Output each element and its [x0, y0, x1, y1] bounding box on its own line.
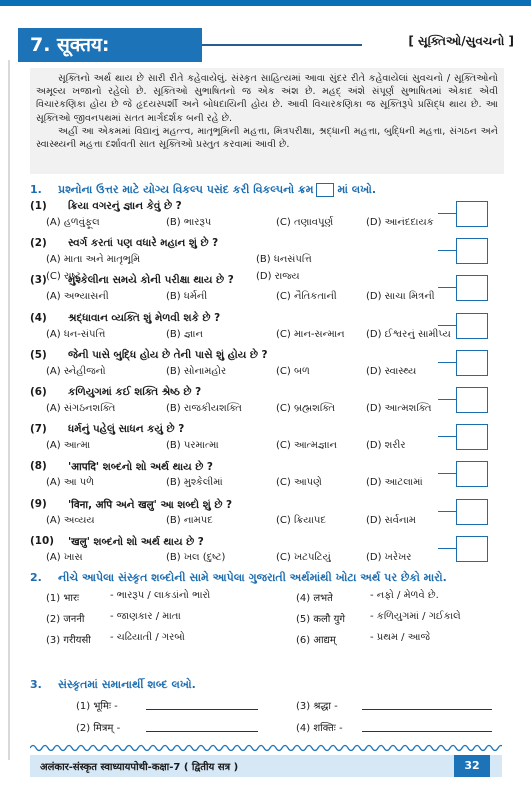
answer-box[interactable] [456, 201, 488, 227]
option-d[interactable]: (D) સ્વાસ્થ્ય [366, 365, 417, 377]
option-b[interactable]: (B) ભારરૂપ [166, 217, 212, 228]
question-number: (8) [30, 460, 47, 473]
option-c[interactable]: (C) રાષ્ટ્ર [46, 271, 81, 283]
question-number: (2) [30, 237, 47, 250]
question-text: જેની પાસે બુદ્ધિ હોય છે તેની પાસે શું હોય છે ? [68, 348, 268, 361]
option-d[interactable]: (D) આત્મશક્તિ [366, 403, 432, 414]
synonym-prompt: (1) भूमिः - [76, 701, 118, 712]
option-a[interactable]: (A) આત્મા [46, 440, 91, 452]
word-meaning-l: (3) गरीयसी [46, 635, 91, 646]
option-a[interactable]: (A) સ્નેહીજનો [46, 365, 106, 377]
word-meaning-rv[interactable]: - નફો / મેળવે છે. [370, 590, 439, 601]
question-number: (5) [30, 348, 47, 361]
answer-leader-line [438, 213, 456, 214]
section-1-title-suffix: માં લખો. [337, 183, 377, 196]
question-text: મુશ્કેલીના સમયે કોની પરીક્ષા થાય છે ? [68, 274, 234, 287]
answer-leader-line [438, 250, 456, 251]
option-c[interactable]: (C) બ્રહ્મશક્તિ [276, 403, 336, 414]
answer-leader-line [438, 399, 456, 400]
intro-box [30, 68, 504, 174]
word-meaning-r: (5) कलौ युगे [296, 614, 346, 625]
section-number: 1. [30, 183, 42, 196]
word-meaning-lv[interactable]: - જાણકાર / માતા [110, 611, 181, 622]
section-number: 2. [30, 571, 42, 584]
section-2-title [30, 571, 510, 585]
word-meaning-lv[interactable]: - ચઢિયાતી / ગરબો [110, 632, 185, 643]
answer-box[interactable] [456, 275, 488, 301]
chapter-header [18, 28, 514, 62]
option-b[interactable]: (B) ધર્મની [166, 291, 208, 303]
top-accent-bar [0, 0, 531, 6]
section-3-title-text: સંસ્કૃતમાં સમાનાર્થી શબ્દ લખો. [58, 678, 196, 691]
footer-wave-border [30, 743, 502, 753]
option-a[interactable]: (A) અભ્યાસની [46, 291, 109, 303]
answer-box[interactable] [456, 387, 488, 413]
question-text: 'विना, अपि અને खलु' આ શબ્દો શું છે ? [68, 498, 233, 511]
question-text: સ્વર્ગ કરતાં પણ વધારે મહાન શું છે ? [68, 237, 219, 250]
option-a[interactable]: (A) અવ્યય [46, 514, 95, 526]
word-meaning-lv[interactable]: - ભારરૂપ / લાકડાંનો ભારો [110, 590, 211, 601]
option-a[interactable]: (A) માતા અને માતૃભૂમિ [46, 254, 141, 266]
word-meaning-rv[interactable]: - પ્રથમ / આજે [370, 632, 430, 643]
option-d[interactable]: (D) સાચા મિત્રની [366, 291, 435, 303]
option-c[interactable]: (C) ખટપટિયું [276, 551, 331, 563]
question-text: ક્રિયા વગરનું જ્ઞાન કેવું છે ? [68, 200, 182, 212]
option-a[interactable]: (A) સંગઠનશક્તિ [46, 403, 116, 414]
answer-box[interactable] [456, 238, 488, 264]
question-number: (7) [30, 423, 47, 436]
option-a[interactable]: (A) ધન-સંપત્તિ [46, 328, 106, 340]
answer-box[interactable] [456, 313, 488, 339]
word-meaning-rv[interactable]: - કળિયુગમાં / ગઈકાલે [370, 611, 461, 622]
chapter-subtitle: [ સૂક્તિઓ/સુવચનો ] [408, 34, 514, 48]
section-3-title [30, 678, 196, 692]
synonym-prompt: (4) शक्तिः - [296, 723, 343, 734]
option-c[interactable]: (C) બળ [276, 365, 310, 377]
question-text: 'आपदि' શબ્દનો શો અર્થ થાય છે ? [68, 461, 213, 474]
option-b[interactable]: (B) જ્ઞાન [166, 328, 203, 340]
question-number: (3) [30, 274, 47, 287]
option-d[interactable]: (D) ખરેખર [366, 551, 412, 563]
answer-line[interactable] [146, 731, 258, 732]
question-text: 'खलु' શબ્દનો શો અર્થ થાય છે ? [68, 535, 204, 548]
question-number: (10) [30, 534, 54, 547]
page-number: 32 [454, 755, 490, 777]
word-meaning-l: (1) भारः [46, 593, 80, 604]
option-d[interactable]: (D) સર્વનામ [366, 514, 416, 526]
answer-leader-line [438, 473, 456, 474]
intro-paragraph-2: અહીં આ એકમમાં વિદ્યાનું મહત્ત્વ, માતૃભૂમિની મહત્તા, મિત્રપરીક્ષા, શ્રદ્ધાની મહત્તા, બુદ્ધિની મહત્તા, સંગઠન અને સ્વાસ્થ્યની મહત્તા દર્શાવતી સાત સૂક્તિઓ પ્રસ્તુત કરવામાં આવી છે. [36, 125, 498, 151]
question-number: (6) [30, 386, 47, 398]
question-text: કળિયુગમાં કઈ શક્તિ શ્રેષ્ઠ છે ? [68, 386, 202, 398]
synonym-prompt: (3) श्रद्धा - [296, 701, 338, 712]
word-meaning-r: (4) लभते [296, 593, 333, 604]
question-number: (9) [30, 497, 47, 510]
footer-book-title: अलंकार-संस्कृत स्वाध्यायपोथी-कक्षा-7 ( द्वितीय सत्र ) [40, 762, 239, 773]
answer-leader-line [438, 287, 456, 288]
question-text: ધર્મનું પહેલું સાધન કયું છે ? [68, 423, 185, 436]
option-d[interactable]: (D) આનંદદાયક [366, 217, 434, 228]
answer-line[interactable] [362, 709, 492, 710]
option-a[interactable]: (A) હળવુંફૂલ [46, 217, 100, 228]
option-b[interactable]: (B) મુશ્કેલીમાં [166, 477, 223, 489]
answer-box[interactable] [456, 424, 488, 450]
section-1-title-text: પ્રશ્નોના ઉત્તર માટે યોગ્ય વિકલ્પ પસંદ કરી વિકલ્પનો ક્રમ [58, 183, 314, 196]
answer-leader-line [438, 436, 456, 437]
answer-leader-line [438, 362, 456, 363]
page-margin-rule [8, 60, 10, 760]
word-meaning-l: (2) जननी [46, 614, 85, 625]
option-b[interactable]: (B) ખલ (દુષ્ટ) [166, 551, 226, 563]
option-c[interactable]: (C) તણાવપૂર્ણ [276, 217, 334, 228]
option-b[interactable]: (B) સોનામહોર [166, 365, 227, 377]
word-meaning-r: (6) आद्यम् [296, 635, 336, 646]
question-number: (4) [30, 311, 47, 324]
option-a[interactable]: (A) આ પળે [46, 477, 95, 489]
answer-leader-line [438, 548, 456, 549]
option-d[interactable]: (D) ઈશ્વરનું સામીપ્ય [366, 328, 451, 340]
option-b[interactable]: (B) ધનસંપત્તિ [256, 254, 312, 266]
answer-line[interactable] [146, 709, 258, 710]
answer-box[interactable] [456, 536, 488, 562]
chapter-title: 7. सूक्तय: [18, 28, 202, 62]
answer-box[interactable] [456, 350, 488, 376]
answer-box[interactable] [456, 461, 488, 487]
synonym-prompt: (2) मित्रम् - [76, 723, 121, 734]
answer-leader-line [438, 325, 456, 326]
option-b[interactable]: (B) પરમાત્મા [166, 440, 219, 452]
intro-paragraph-1: સૂક્તિનો અર્થ થાય છે સારી રીતે કહેવાયેલું. સંસ્કૃત સાહિત્યમાં આવા સુંદર રીતે કહેવાયેલાં સુવચનો / સૂક્તિઓનો અમૂલ્ય ખજાનો રહેલો છે. સૂક્તિઓ સુભાષિતનો જ એક અંશ છે. મહદ્ અંશે સંપૂર્ણ સુભાષિતમાં એકાદ એવી વિચારકણિકા હોય છે જે હૃદયસ્પર્શી અને બોધદાયિની હોય છે. આવી વિચારકણિકા જ સૂક્તિરૂપે પ્રસિદ્ધ થાય છે. આ સૂક્તિઓ જીવનપથમાં સતત માર્ગદર્શક બની રહે છે. [36, 73, 498, 124]
answer-box[interactable] [456, 499, 488, 525]
option-b[interactable]: (B) નામપદ [166, 514, 213, 526]
footer-bar [30, 755, 502, 777]
option-d[interactable]: (D) શરીર [366, 440, 406, 452]
answer-box-sample [316, 183, 334, 197]
option-c[interactable]: (C) માન-સન્માન [276, 328, 345, 340]
answer-line[interactable] [362, 731, 492, 732]
answer-leader-line [438, 511, 456, 512]
header-divider [202, 44, 362, 46]
section-2-title-text: નીચે આપેલા સંસ્કૃત શબ્દોની સામે આપેલા ગુજરાતી અર્થમાંથી ખોટા અર્થ પર છેકો મારો. [58, 571, 447, 584]
section-1-title [30, 183, 376, 197]
option-d[interactable]: (D) રાજ્ય [256, 271, 300, 283]
option-c[interactable]: (C) આપણે [276, 477, 322, 489]
option-d[interactable]: (D) આટલામાં [366, 477, 423, 489]
option-c[interactable]: (C) નૈતિકતાની [276, 291, 337, 303]
question-number: (1) [30, 200, 47, 212]
option-b[interactable]: (B) રાજકીયશક્તિ [166, 403, 242, 414]
option-a[interactable]: (A) ખાસ [46, 551, 83, 563]
option-c[interactable]: (C) ક્રિયાપદ [276, 514, 327, 526]
question-text: શ્રદ્ધાવાન વ્યક્તિ શું મેળવી શકે છે ? [68, 311, 221, 324]
section-number: 3. [30, 678, 42, 691]
option-c[interactable]: (C) આત્મજ્ઞાન [276, 440, 337, 452]
